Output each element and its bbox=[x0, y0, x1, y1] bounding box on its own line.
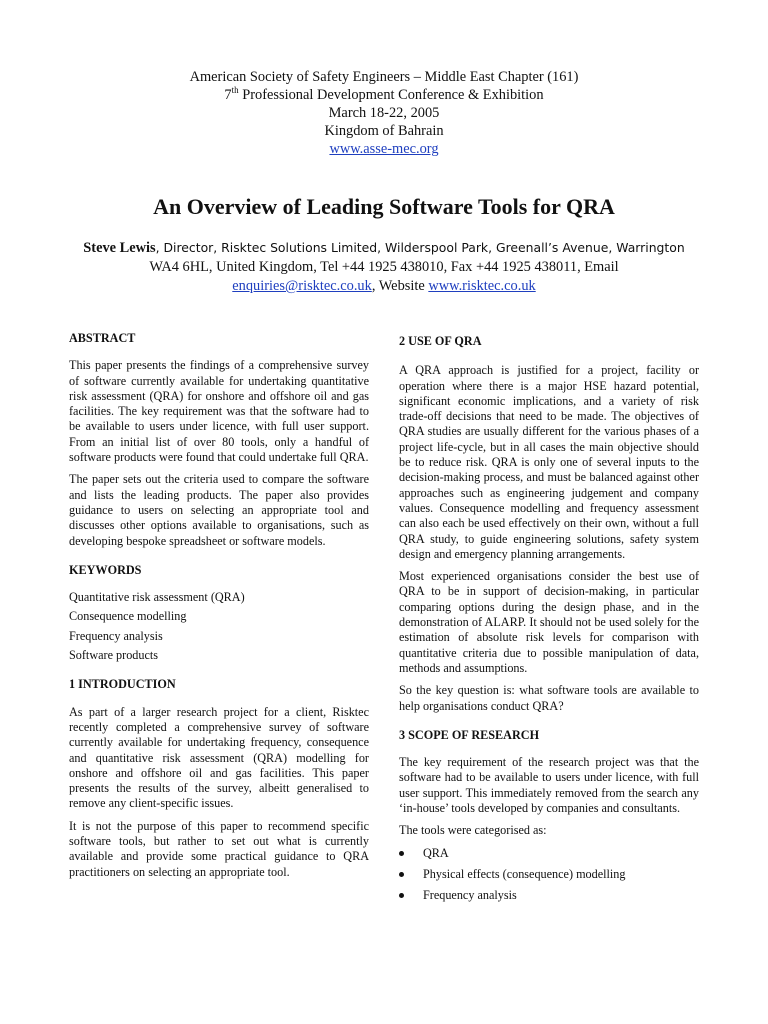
author-website-link[interactable]: www.risktec.co.uk bbox=[428, 278, 536, 294]
use-of-qra-paragraph-3: So the key question is: what software tools are available to help organisations conduct QRA? bbox=[399, 683, 699, 713]
list-item: QRA bbox=[399, 846, 699, 861]
scope-heading: 3 SCOPE OF RESEARCH bbox=[399, 727, 540, 742]
introduction-paragraph-1: As part of a larger research project for a client, Risktec recently completed a comprehensive survey of software currently available for undertaking frequency, consequence and quantitative risk assessment (QRA) modelling for onshore and offshore oil and gas facilities. This paper presents the results of the survey, albeitt generalised to remove any client-specific issues. bbox=[69, 704, 369, 811]
bullet-icon bbox=[399, 872, 404, 877]
author-address: WA4 6HL, United Kingdom, Tel +44 1925 438010, Fax +44 1925 438011, Email bbox=[149, 259, 619, 275]
conference-url-link[interactable]: www.asse-mec.org bbox=[329, 141, 439, 157]
conference-name: Professional Development Conference & Exhibition bbox=[238, 87, 544, 103]
website-label: , Website bbox=[371, 278, 429, 294]
conference-ordinal: th bbox=[231, 85, 239, 95]
conference-line bbox=[0, 86, 768, 104]
scope-paragraph-1: The key requirement of the research project was that the software had to be available to users under licence, with full user support. This immediately removed from the search any ‘in-house’ tools developed by companies and consultants. bbox=[399, 755, 699, 816]
conference-location: Kingdom of Bahrain bbox=[324, 123, 444, 139]
scope-paragraph-2: The tools were categorised as: bbox=[399, 823, 547, 838]
use-of-qra-paragraph-2: Most experienced organisations consider the best use of QRA to be in support of decision-making, in particular comparing options during the design phase, and in the demonstration of ALARP. It should not be used solely for the estimation of absolute risk levels for comparison with quantitative criteria due to possible manipulation of data, methods and assumptions. bbox=[399, 569, 699, 675]
society-line: American Society of Safety Engineers – Middle East Chapter (161) bbox=[189, 69, 579, 85]
conference-number: 7 bbox=[224, 87, 232, 103]
list-item: Frequency analysis bbox=[399, 888, 699, 903]
conference-header bbox=[0, 68, 768, 158]
bullet-icon bbox=[399, 893, 404, 898]
keywords-heading: KEYWORDS bbox=[69, 562, 142, 577]
keyword-item: Consequence modelling bbox=[69, 609, 187, 624]
introduction-heading: 1 INTRODUCTION bbox=[69, 677, 176, 692]
author-email-link[interactable]: enquiries@risktec.co.uk bbox=[232, 278, 372, 294]
conference-dates: March 18-22, 2005 bbox=[328, 105, 440, 121]
introduction-paragraph-2: It is not the purpose of this paper to recommend specific software tools, but rather to set out what is currently available and provide some practical guidance to QRA practitioners on selecting an appropriate tool. bbox=[69, 818, 369, 879]
use-of-qra-heading: 2 USE OF QRA bbox=[399, 334, 482, 348]
right-column bbox=[399, 328, 699, 910]
author-name: Steve Lewis bbox=[83, 240, 156, 256]
author-affiliation: , Director, Risktec Solutions Limited, Wilderspool Park, Greenall’s Avenue, Warrington bbox=[155, 240, 685, 255]
bullet-icon bbox=[399, 851, 404, 856]
abstract-paragraph-1: This paper presents the findings of a comprehensive survey of software currently available for undertaking quantitative risk assessment (QRA) for onshore and offshore oil and gas facilities. The key requirement was that the software had to be available to users under licence, with full user support. From an initial list of over 80 tools, only a handful of software products were found that could undertake full QRA. bbox=[69, 358, 369, 465]
abstract-heading: ABSTRACT bbox=[69, 331, 136, 345]
list-item: Physical effects (consequence) modelling bbox=[399, 867, 699, 882]
use-of-qra-paragraph-1: A QRA approach is justified for a project, facility or operation where there is a major HSE hazard potential, significant economic implications, and a variety of risk trade-off decisions that need to be made. The objectives of QRA studies are usually different for the various phases of a project life-cycle, but in all cases the main objective should be to reduce risk. QRA is only one of several inputs to the decision-making process, and must be balanced against other approaches such as engineering judgement and company values. Consequence modelling and frequency assessment can also each be used effectively on their own, without a full QRA study, to guide engineering solutions, safety system design and emergency planning arrangements. bbox=[399, 363, 699, 561]
author-block bbox=[0, 238, 768, 296]
keyword-item: Frequency analysis bbox=[69, 628, 163, 643]
left-column bbox=[69, 328, 369, 887]
keyword-item: Quantitative risk assessment (QRA) bbox=[69, 590, 245, 605]
paper-title: An Overview of Leading Software Tools for QRA bbox=[153, 194, 615, 219]
keyword-item: Software products bbox=[69, 648, 159, 663]
abstract-paragraph-2: The paper sets out the criteria used to compare the software and lists the leading products. The paper also provides guidance to users on selecting an appropriate tool and discusses other options available to organisations, such as developing bespoke spreadsheet or software models. bbox=[69, 472, 369, 548]
tool-category-list bbox=[399, 846, 699, 904]
